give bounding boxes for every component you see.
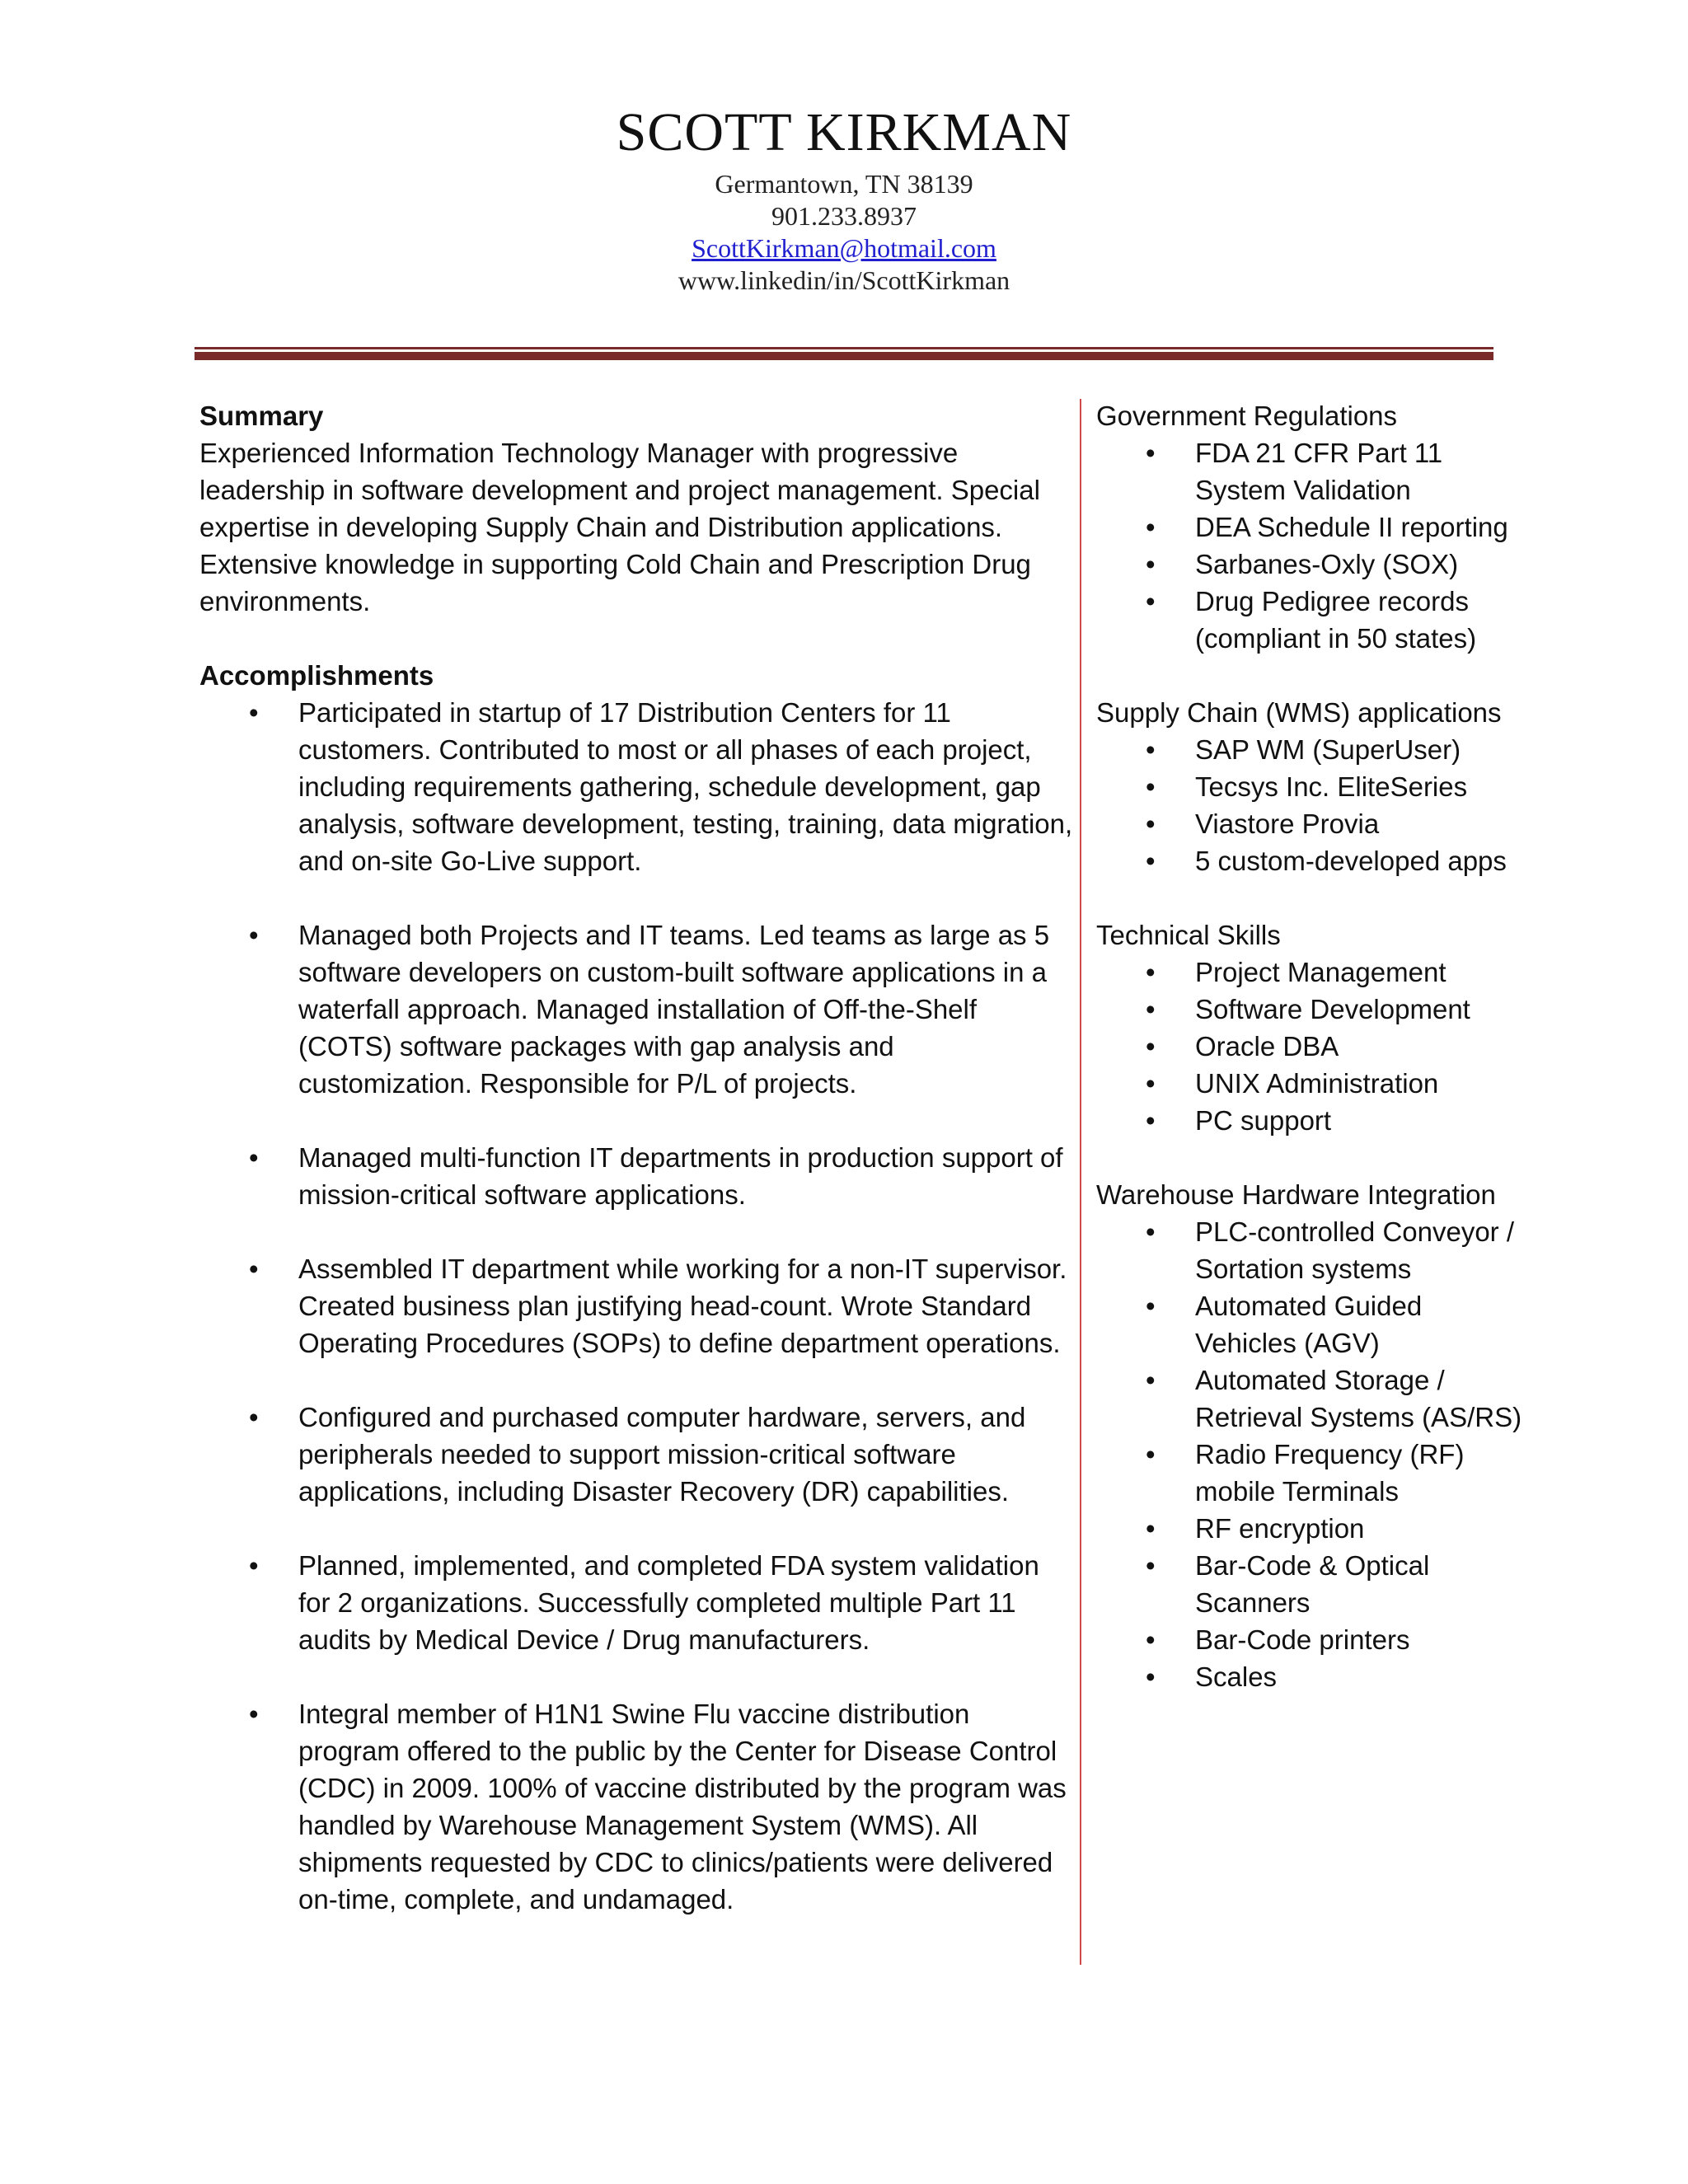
list-item: • RF encryption	[1096, 1510, 1525, 1547]
bullet-icon: •	[249, 1699, 259, 1729]
list-item: • UNIX Administration	[1096, 1065, 1525, 1102]
list-item: • Integral member of H1N1 Swine Flu vaccine distribution program offered to the public by the Center for Disease Control (CDC) in 2009. 100% of vaccine distributed by the program was handled by Warehouse Management System (WMS). All shipments requested by CDC to clinics/patients were delivered on-time, complete, and undamaged.	[199, 1695, 1073, 1918]
accomplishments-heading: Accomplishments	[199, 660, 434, 691]
linkedin-url: www.linkedin/in/ScottKirkman	[678, 265, 1010, 295]
bullet-icon: •	[1146, 1031, 1156, 1062]
list-item: • Planned, implemented, and completed FDA system validation for 2 organizations. Successfully completed multiple Part 11 audits by Medical Device / Drug manufacturers.	[199, 1547, 1073, 1658]
bullet-icon: •	[1146, 1291, 1156, 1321]
email-link[interactable]: ScottKirkman@hotmail.com	[692, 233, 996, 263]
bullet-icon: •	[1146, 549, 1156, 579]
bullet-icon: •	[1146, 1513, 1156, 1544]
list-item: • Scales	[1096, 1658, 1525, 1695]
government-regulations-list	[1096, 434, 1525, 657]
bullet-icon: •	[1146, 1624, 1156, 1655]
header-rule-thin	[195, 347, 1493, 349]
list-item: • Configured and purchased computer hardware, servers, and peripherals needed to support mission-critical software applications, including Disaster Recovery (DR) capabilities.	[199, 1399, 1073, 1510]
resume-header	[0, 97, 1688, 297]
address: Germantown, TN 38139	[715, 169, 973, 199]
bullet-icon: •	[1146, 734, 1156, 765]
list-item: • Tecsys Inc. EliteSeries	[1096, 768, 1525, 805]
list-item: • Viastore Provia	[1096, 805, 1525, 842]
bullet-icon: •	[249, 1142, 259, 1173]
bullet-icon: •	[1146, 1439, 1156, 1469]
bullet-icon: •	[1146, 512, 1156, 542]
list-item: • Drug Pedigree records (compliant in 50 states)	[1096, 583, 1525, 657]
candidate-name: SCOTT KIRKMAN	[616, 102, 1072, 162]
warehouse-hardware-heading: Warehouse Hardware Integration	[1096, 1179, 1496, 1210]
phone: 901.233.8937	[771, 201, 917, 231]
list-item: • FDA 21 CFR Part 11 System Validation	[1096, 434, 1525, 509]
bullet-icon: •	[1146, 438, 1156, 468]
skills-sidebar	[1096, 397, 1525, 1695]
bullet-icon: •	[249, 1550, 259, 1581]
list-item: • Managed multi-function IT departments in production support of mission-critical software applications.	[199, 1139, 1073, 1213]
bullet-icon: •	[1146, 1216, 1156, 1247]
technical-skills-heading: Technical Skills	[1096, 920, 1281, 950]
list-item: • Sarbanes-Oxly (SOX)	[1096, 546, 1525, 583]
list-item: • 5 custom-developed apps	[1096, 842, 1525, 879]
supply-chain-heading: Supply Chain (WMS) applications	[1096, 697, 1502, 728]
list-item: • Software Development	[1096, 991, 1525, 1028]
list-item: • DEA Schedule II reporting	[1096, 509, 1525, 546]
bullet-icon: •	[249, 1254, 259, 1284]
accomplishments-list	[199, 694, 1073, 1918]
bullet-icon: •	[1146, 846, 1156, 876]
list-item: • PC support	[1096, 1102, 1525, 1139]
list-item: • Oracle DBA	[1096, 1028, 1525, 1065]
summary-text: Experienced Information Technology Manager with progressive leadership in software development and project management. Special expertise in developing Supply Chain and Distribution applications. Extensive knowledge in supporting Cold Chain and Prescription Drug environments.	[199, 438, 1040, 616]
bullet-icon: •	[249, 1402, 259, 1432]
bullet-icon: •	[1146, 586, 1156, 616]
list-item: • Assembled IT department while working for a non-IT supervisor. Created business plan justifying head-count. Wrote Standard Operating Procedures (SOPs) to define department operations.	[199, 1250, 1073, 1361]
bullet-icon: •	[1146, 808, 1156, 839]
bullet-icon: •	[1146, 1550, 1156, 1581]
list-item: • Bar-Code printers	[1096, 1621, 1525, 1658]
list-item: • Automated Guided Vehicles (AGV)	[1096, 1287, 1525, 1361]
bullet-icon: •	[1146, 957, 1156, 987]
bullet-icon: •	[1146, 1661, 1156, 1692]
column-divider	[1080, 399, 1081, 1965]
list-item: • SAP WM (SuperUser)	[1096, 731, 1525, 768]
warehouse-hardware-list	[1096, 1213, 1525, 1695]
main-column	[199, 397, 1073, 1918]
summary-heading: Summary	[199, 401, 324, 431]
technical-skills-list	[1096, 954, 1525, 1139]
list-item: • PLC-controlled Conveyor / Sortation systems	[1096, 1213, 1525, 1287]
bullet-icon: •	[249, 920, 259, 950]
bullet-icon: •	[1146, 1105, 1156, 1136]
bullet-icon: •	[1146, 771, 1156, 802]
bullet-icon: •	[1146, 994, 1156, 1024]
list-item: • Radio Frequency (RF) mobile Terminals	[1096, 1436, 1525, 1510]
list-item: • Participated in startup of 17 Distribution Centers for 11 customers. Contributed to most or all phases of each project, including requirements gathering, schedule development, gap analysis, software development, testing, training, data migration, and on-site Go-Live support.	[199, 694, 1073, 879]
header-rule-thick	[195, 352, 1493, 360]
list-item: • Project Management	[1096, 954, 1525, 991]
bullet-icon: •	[1146, 1068, 1156, 1099]
bullet-icon: •	[1146, 1365, 1156, 1395]
supply-chain-list	[1096, 731, 1525, 879]
list-item: • Managed both Projects and IT teams. Led teams as large as 5 software developers on custom-built software applications in a waterfall approach. Managed installation of Off-the-Shelf (COTS) software packages with gap analysis and customization. Responsible for P/L of projects.	[199, 916, 1073, 1102]
list-item: • Automated Storage / Retrieval Systems (AS/RS)	[1096, 1361, 1525, 1436]
list-item: • Bar-Code & Optical Scanners	[1096, 1547, 1525, 1621]
government-regulations-heading: Government Regulations	[1096, 401, 1398, 431]
bullet-icon: •	[249, 697, 259, 728]
